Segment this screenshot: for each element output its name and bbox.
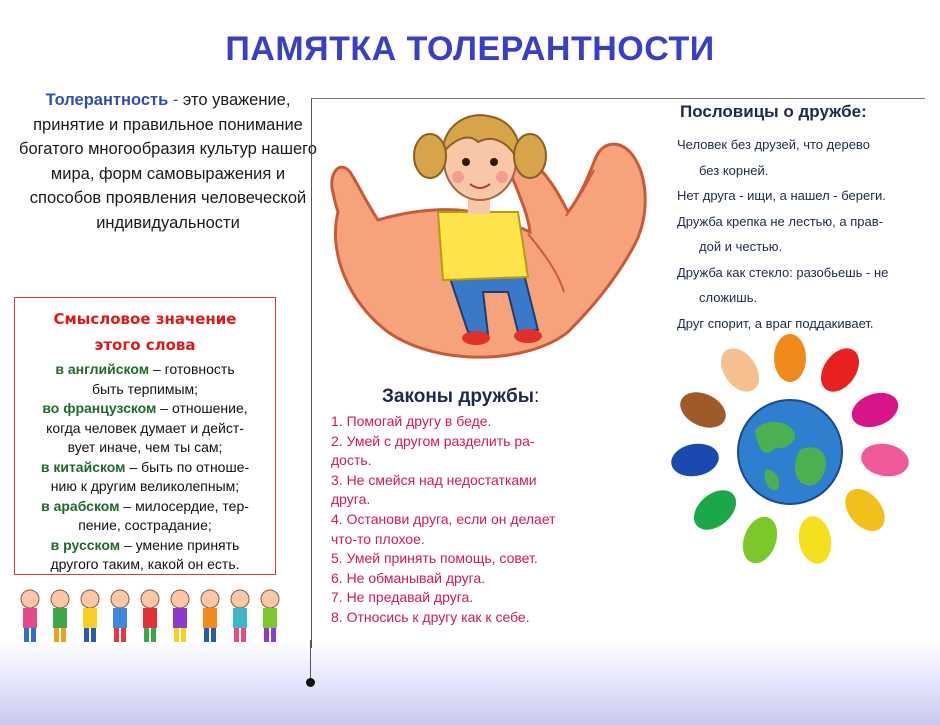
meaning-line: – быть по отноше-	[129, 458, 250, 475]
proverbs-title: Пословицы о дружбе:	[680, 102, 867, 121]
proverb-continuation: дой и честью.	[699, 239, 783, 254]
law-line: 7. Не предавай друга.	[331, 589, 474, 606]
lang-label: в арабском	[41, 497, 120, 514]
lang-label: в английском	[55, 361, 150, 377]
definition-term: Толерантность	[45, 91, 169, 109]
panel-dot	[306, 678, 315, 687]
meaning-entry-russian	[15, 536, 275, 575]
proverb-text: Дружба крепка не лестью, а прав-	[677, 213, 883, 229]
proverbs-list	[677, 132, 925, 336]
meaning-line: нию к другим великолепным;	[50, 478, 240, 494]
meaning-entry-arabic	[15, 497, 275, 536]
law-line: что-то плохое.	[331, 530, 425, 547]
law-line: 6. Не обманывай друга.	[331, 569, 486, 586]
lang-label: в русском	[50, 536, 121, 553]
meaning-line: – отношение,	[160, 400, 248, 416]
meaning-line: когда человек думает и дейст-	[46, 419, 244, 436]
proverb-item	[677, 209, 925, 260]
law-line: друга.	[331, 491, 371, 508]
tolerance-definition	[18, 88, 318, 236]
meaning-line: – милосердие, тер-	[123, 497, 249, 514]
definition-text: это уважение, принятие и правильное понимание богатого многообразия культур нашего мира, форм самовыражения и способов проявления человеческой индивидуальности	[19, 91, 317, 232]
hand-girl-illustration	[318, 102, 658, 370]
meaning-line: быть терпимым;	[91, 380, 199, 397]
meaning-line: – готовность	[152, 361, 235, 377]
meaning-line: другого таким, какой он есть.	[50, 556, 240, 572]
kids-row-illustration	[16, 585, 284, 645]
panel-divider-line	[310, 640, 311, 682]
proverb-text: Друг спорит, а враг поддакивает.	[677, 315, 874, 331]
meaning-entry-english	[15, 360, 275, 399]
law-line: 3. Не смейся над недостатками	[331, 471, 537, 488]
proverb-item	[677, 260, 925, 311]
law-line: 8. Относись к другу как к себе.	[331, 608, 530, 625]
laws-title-text: Законы дружбы	[382, 386, 534, 407]
law-line: 5. Умей принять помощь, совет.	[331, 550, 538, 567]
meaning-list	[15, 360, 275, 575]
meaning-title-line1: Смысловое значение	[53, 310, 237, 328]
page-title: ПАМЯТКА ТОЛЕРАНТНОСТИ	[225, 30, 715, 68]
laws-title-colon: :	[533, 386, 540, 407]
meaning-entry-chinese	[15, 458, 275, 497]
lang-label: в китайском	[40, 458, 126, 475]
bottom-gradient	[0, 640, 940, 725]
definition-dash: -	[168, 91, 183, 109]
meaning-entry-french	[15, 399, 275, 458]
globe	[738, 400, 842, 504]
meaning-box	[14, 297, 276, 575]
law-line: 2. Умей с другом разделить ра-	[331, 432, 535, 449]
meaning-title	[15, 306, 275, 358]
kid-figures	[21, 590, 279, 642]
proverb-continuation: без корней.	[699, 162, 769, 178]
girl-shirt	[438, 212, 528, 280]
meaning-line: вует иначе, чем ты сам;	[67, 439, 223, 455]
proverb-item	[677, 183, 925, 209]
law-line: 1. Помогай другу в беде.	[331, 413, 492, 429]
globe-hands-illustration	[665, 330, 915, 570]
proverb-text: Человек без друзей, что дерево	[677, 137, 870, 152]
laws-title	[382, 386, 539, 408]
meaning-line: пение, сострадание;	[78, 517, 212, 533]
proverb-continuation: сложишь.	[699, 290, 758, 305]
proverb-text: Дружба как стекло: разобьешь - не	[677, 264, 889, 280]
lang-label: во французском	[42, 400, 157, 416]
proverb-text: Нет друга - ищи, а нашел - береги.	[677, 188, 886, 203]
proverb-item	[677, 132, 925, 183]
meaning-line: – умение принять	[123, 536, 240, 553]
meaning-title-line2: этого слова	[94, 336, 196, 354]
law-line: 4. Останови друга, если он делает	[331, 510, 556, 527]
laws-list	[331, 412, 631, 628]
law-line: дость.	[331, 452, 372, 469]
